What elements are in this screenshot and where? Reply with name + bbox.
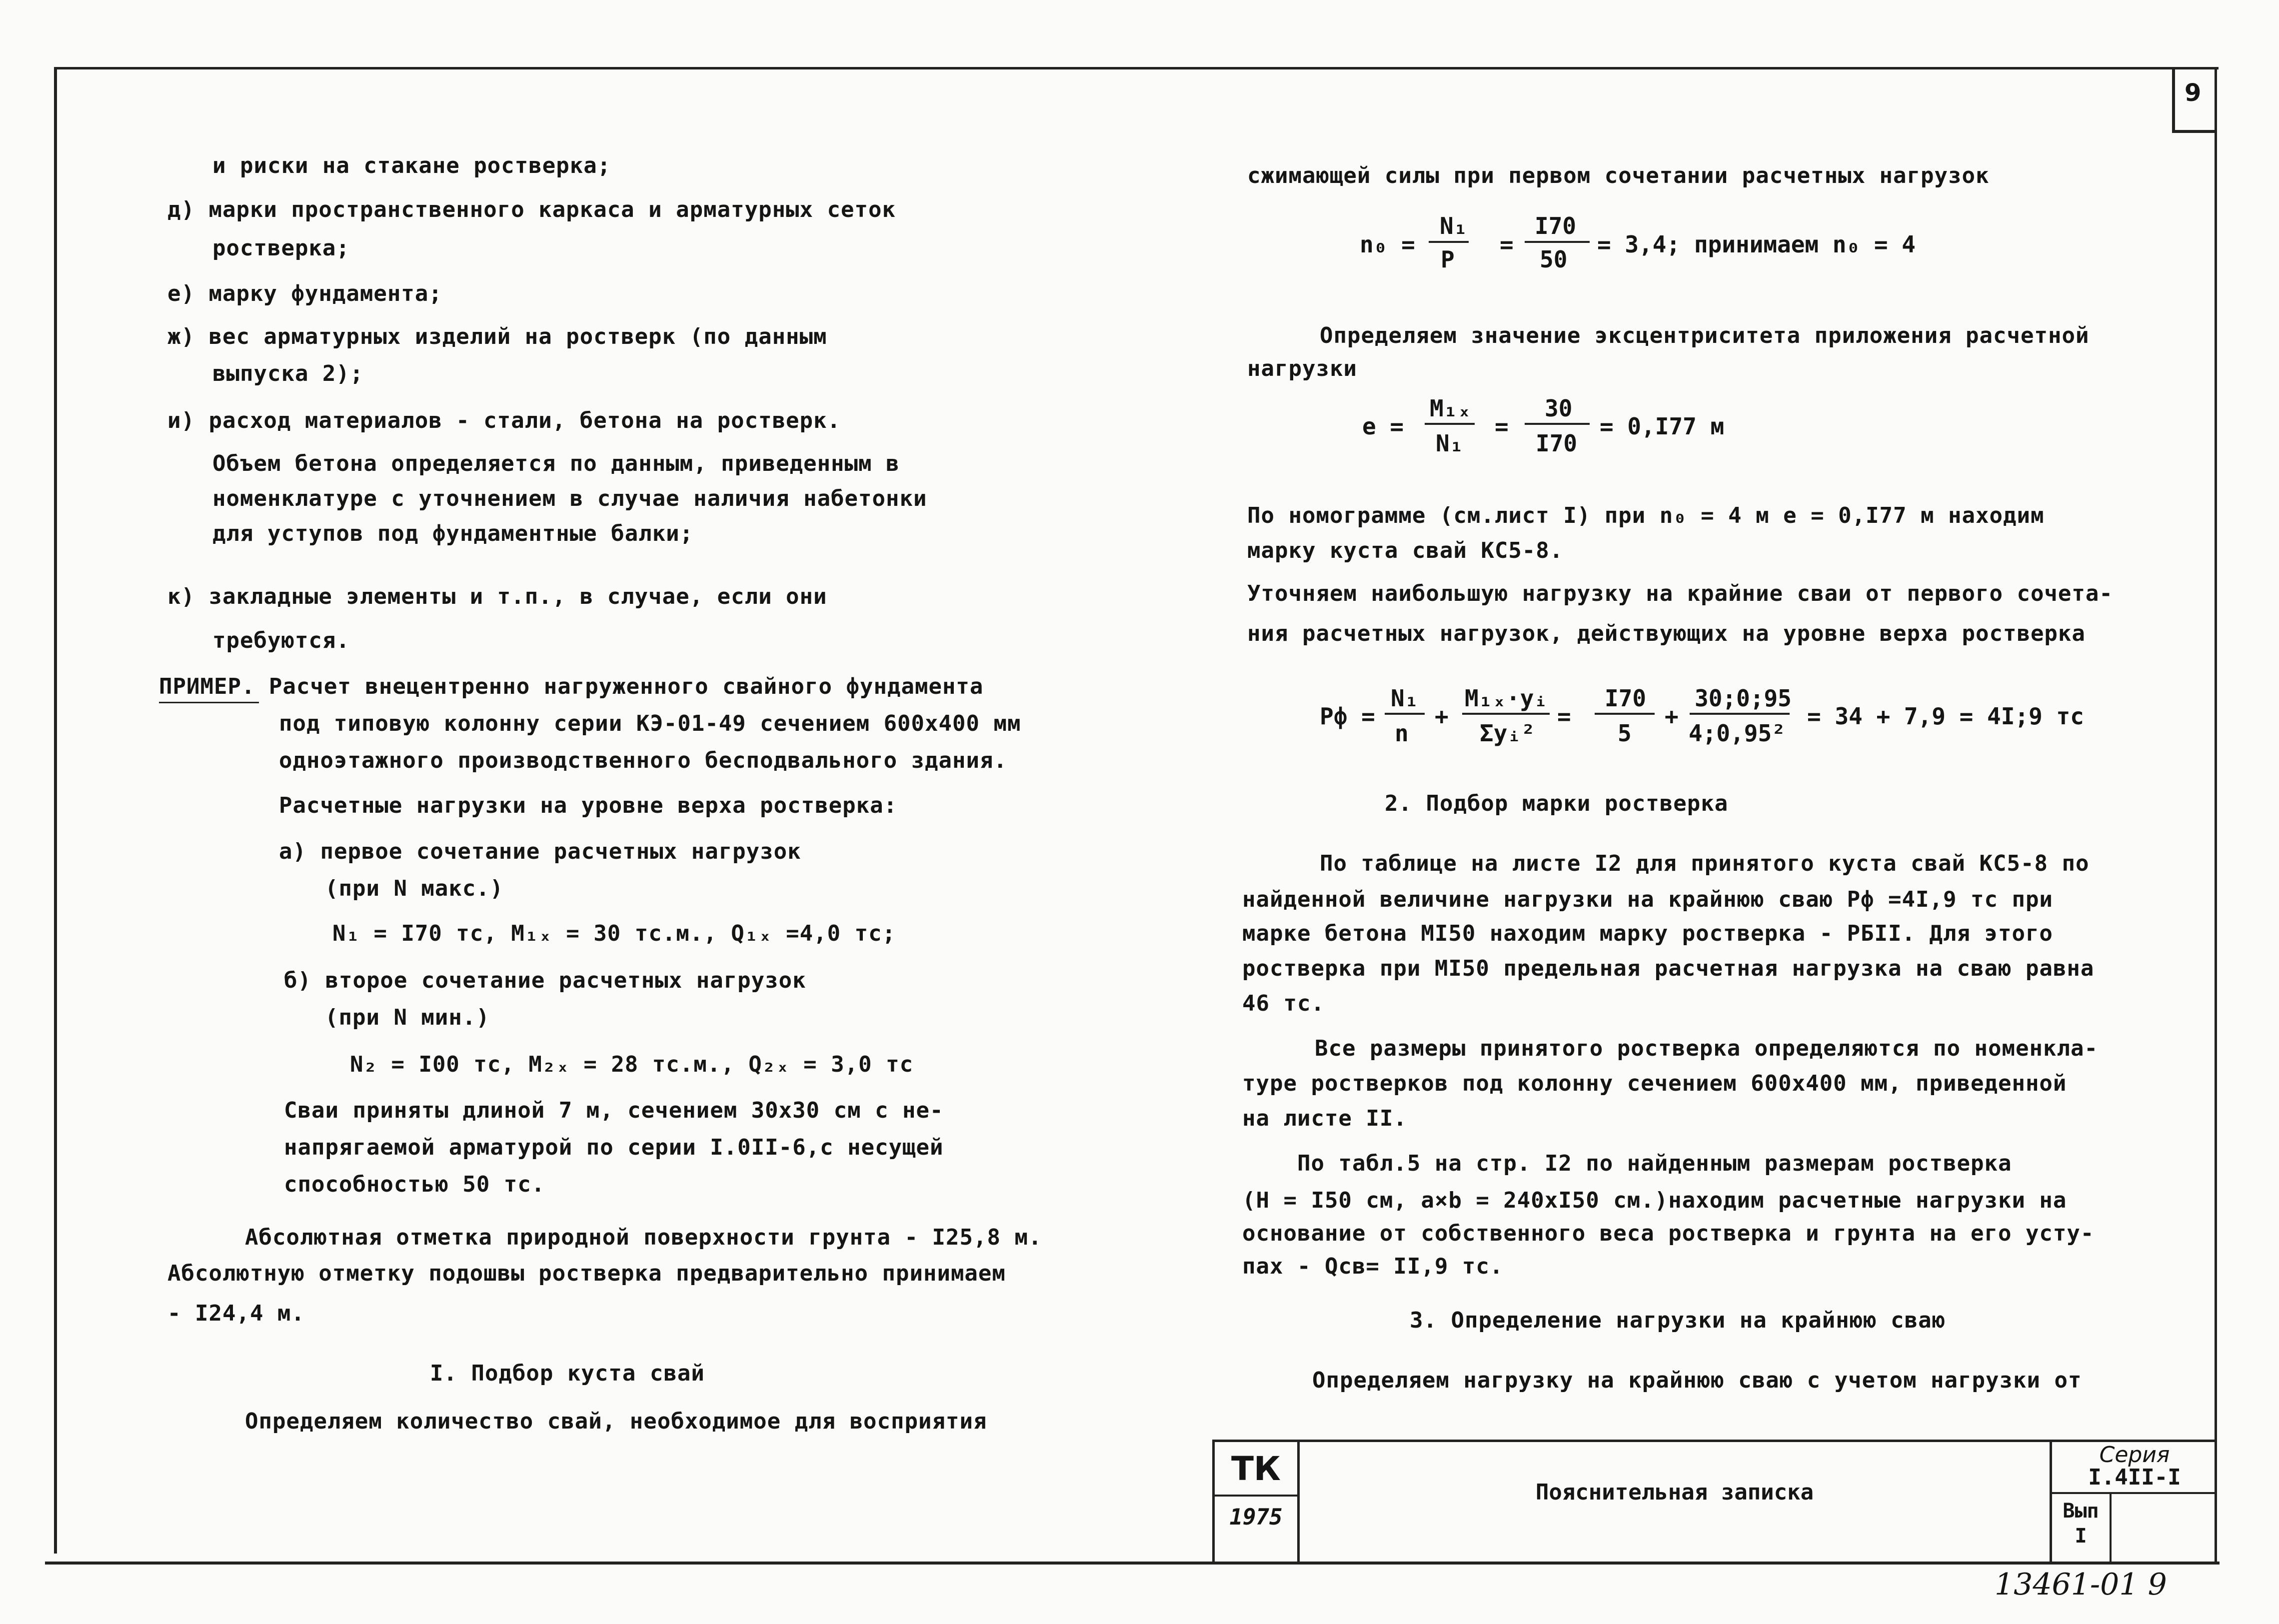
text-line: основание от собственного веса ростверка и грунта на его усту-	[1242, 1221, 2095, 1246]
fraction-numerator: N₁	[1391, 685, 1419, 712]
text-line: способностью 50 тс.	[284, 1172, 545, 1197]
fraction-bar	[1429, 241, 1469, 243]
text-line: Определяем нагрузку на крайнюю сваю с учетом нагрузки от	[1312, 1368, 2082, 1393]
page-frame-right	[2215, 67, 2217, 1557]
text-line: требуются.	[212, 628, 350, 653]
text-line: Абсолютную отметку подошвы ростверка предварительно принимаем	[167, 1261, 1006, 1286]
text-line: Определяем значение эксцентриситета приложения расчетной	[1320, 323, 2090, 348]
formula-n0-lhs: n₀ =	[1360, 231, 1415, 258]
list-item-b: б) второе сочетание расчетных нагрузок	[284, 968, 806, 993]
text-line: и риски на стакане ростверка;	[212, 153, 611, 178]
stamp-org: ТК	[1231, 1450, 1281, 1488]
text-line: ростверка при МI50 предельная расчетная нагрузка на сваю равна	[1242, 956, 2095, 981]
equals-sign: =	[1557, 703, 1571, 730]
text-line: Объем бетона определяется по данным, приведенным в	[212, 451, 900, 476]
text-line: одноэтажного производственного бесподвального здания.	[279, 748, 1007, 773]
text-line: сжимающей силы при первом сочетании расчетных нагрузок	[1247, 163, 1990, 188]
stamp-series-value: I.4II-I	[2088, 1465, 2181, 1490]
sheet-code: 13461-01 9	[1995, 1567, 2167, 1602]
list-item-k: к) закладные элементы и т.п., в случае, если они	[167, 584, 827, 609]
text-line: выпуска 2);	[212, 361, 364, 386]
fraction-numerator: 30	[1545, 395, 1573, 422]
fraction-denominator: 4;0,95²	[1689, 720, 1786, 747]
text-line: (Н = I50 см, a×b = 240хI50 см.)находим расчетные нагрузки на	[1242, 1188, 2067, 1213]
list-item-e: е) марку фундамента;	[167, 281, 442, 306]
text-line: номенклатуре с уточнением в случае наличия набетонки	[212, 486, 927, 511]
list-item-a: а) первое сочетание расчетных нагрузок	[279, 839, 801, 864]
text-line: напрягаемой арматурой по серии I.0II-6,с несущей	[284, 1135, 944, 1160]
example-underline	[159, 702, 259, 703]
fraction-denominator: 50	[1540, 246, 1568, 273]
plus-sign: +	[1435, 703, 1449, 730]
text-line: (при N макс.)	[325, 876, 504, 901]
section-heading-2: 2. Подбор марки ростверка	[1385, 791, 1729, 816]
title-block-divider	[2110, 1492, 2112, 1565]
formula-e-result: = 0,I77 м	[1600, 413, 1725, 440]
text-line: ния расчетных нагрузок, действующих на уровне верха ростверка	[1247, 621, 2086, 646]
formula-e-lhs: e =	[1362, 413, 1404, 440]
fraction-denominator: Σyᵢ²	[1480, 720, 1535, 747]
list-item-d: д) марки пространственного каркаса и арматурных сеток	[167, 197, 896, 222]
fraction-bar	[1462, 713, 1550, 715]
fraction-bar	[1525, 423, 1590, 425]
equals-sign: =	[1500, 231, 1514, 258]
page-number: 9	[2185, 79, 2202, 107]
text-line: под типовую колонну серии КЭ-01-49 сечением 600х400 мм	[279, 711, 1021, 736]
title-block-divider	[2050, 1492, 2217, 1494]
fraction-numerator: M₁ₓ·yᵢ	[1465, 685, 1548, 712]
section-heading-3: 3. Определение нагрузки на крайнюю сваю	[1410, 1308, 1946, 1333]
fraction-bar	[1525, 241, 1590, 243]
text-line: (при N мин.)	[325, 1005, 490, 1030]
text-line: По табл.5 на стр. I2 по найденным размерам ростверка	[1297, 1151, 2012, 1176]
fraction-denominator: 5	[1618, 720, 1632, 747]
text-line: Все размеры принятого ростверка определяются по номенкла-	[1315, 1036, 2098, 1061]
fraction-bar	[1595, 713, 1655, 715]
formula-pf-lhs: Pф =	[1320, 703, 1375, 730]
text-line: Абсолютная отметка природной поверхности грунта - I25,8 м.	[245, 1225, 1042, 1250]
fraction-bar	[1385, 713, 1425, 715]
text-line: для уступов под фундаментные балки;	[212, 521, 694, 546]
text-line: нагрузки	[1247, 356, 1357, 381]
text-line: туре ростверков под колонну сечением 600х400 мм, приведенной	[1242, 1071, 2067, 1096]
stamp-series-label: Серия	[2099, 1442, 2170, 1468]
page-frame-top	[54, 67, 2219, 69]
text-line: - I24,4 м.	[167, 1301, 305, 1326]
text-line: Уточняем наибольшую нагрузку на крайние сваи от первого сочета-	[1247, 581, 2113, 606]
fraction-numerator: N₁	[1440, 212, 1468, 239]
list-item-i: и) расход материалов - стали, бетона на ростверк.	[167, 408, 841, 433]
plus-sign: +	[1665, 703, 1679, 730]
section-heading-1: I. Подбор куста свай	[430, 1361, 705, 1386]
fraction-denominator: P	[1441, 246, 1455, 273]
fraction-denominator: n	[1395, 720, 1409, 747]
text-line: 46 тс.	[1242, 991, 1325, 1016]
text-line: найденной величине нагрузки на крайнюю сваю Pф =4I,9 тс при	[1242, 887, 2053, 912]
text-line: Расчетные нагрузки на уровне верха ростверка:	[279, 793, 898, 818]
fraction-numerator: I70	[1605, 685, 1647, 712]
text-line: Определяем количество свай, необходимое для восприятия	[245, 1409, 987, 1434]
stamp-year: 1975	[1229, 1505, 1283, 1530]
page-frame-left	[54, 69, 57, 1554]
list-item-zh: ж) вес арматурных изделий на ростверк (по данным	[167, 324, 827, 349]
fraction-bar	[1425, 423, 1475, 425]
title-block-divider	[1212, 1495, 1300, 1497]
stamp-issue-label: Вып	[2063, 1500, 2099, 1523]
example-heading: ПРИМЕР. Расчет внецентренно нагруженного свайного фундамента	[159, 674, 984, 699]
text-line: марку куста свай КС5-8.	[1247, 538, 1564, 563]
text-line: на листе II.	[1242, 1106, 1407, 1131]
text-line: Сваи приняты длиной 7 м, сечением 30х30 см с не-	[284, 1098, 944, 1123]
fraction-denominator: N₁	[1436, 430, 1464, 457]
fraction-bar	[1690, 713, 1790, 715]
fraction-numerator: 30;0;95	[1695, 685, 1792, 712]
formula-loads-1: N₁ = I70 тс, M₁ₓ = 30 тс.м., Q₁ₓ =4,0 тс;	[332, 921, 896, 946]
stamp-issue-value: I	[2075, 1525, 2087, 1548]
formula-n0-result: = 3,4; принимаем n₀ = 4	[1597, 231, 1916, 258]
fraction-numerator: M₁ₓ	[1430, 395, 1472, 422]
formula-loads-2: N₂ = I00 тс, M₂ₓ = 28 тс.м., Q₂ₓ = 3,0 тс	[350, 1052, 914, 1077]
text-line: По номограмме (см.лист I) при n₀ = 4 м e = 0,I77 м находим	[1247, 503, 2045, 528]
text-line: марке бетона МI50 находим марку ростверка - РБII. Для этого	[1242, 921, 2053, 946]
fraction-denominator: I70	[1536, 430, 1578, 457]
text-line: пах - Qсв= II,9 тс.	[1242, 1254, 1504, 1279]
text-line: По таблице на листе I2 для принятого куста свай КС5-8 по	[1320, 851, 2090, 876]
text-line: ростверка;	[212, 235, 350, 261]
formula-pf-result: = 34 + 7,9 = 4I;9 тс	[1807, 703, 2084, 730]
fraction-numerator: I70	[1535, 212, 1577, 239]
stamp-title: Пояснительная записка	[1535, 1480, 1814, 1505]
equals-sign: =	[1495, 413, 1509, 440]
